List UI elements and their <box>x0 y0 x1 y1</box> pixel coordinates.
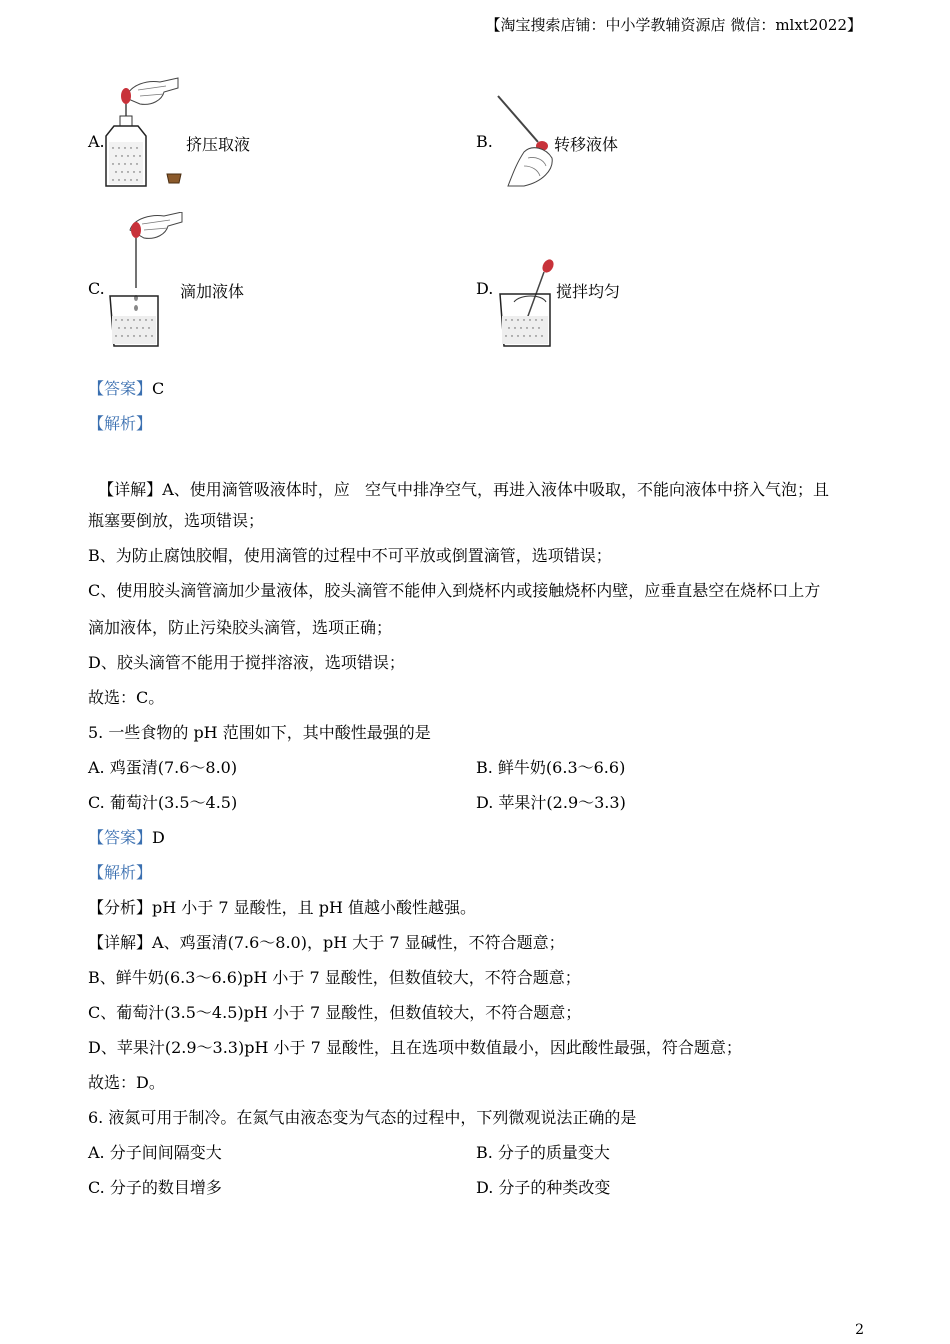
dropper-drip-figure <box>108 212 184 348</box>
option-c-letter: C. <box>88 279 105 298</box>
q5-option-d: D. 苹果汁(2.9～3.3) <box>476 793 626 812</box>
q6-option-c: C. 分子的数目增多 <box>88 1178 222 1197</box>
q5-analysis-tag: 【解析】 <box>88 863 153 882</box>
answer-tag: 【答案】 <box>88 828 153 847</box>
q5-option-b: B. 鲜牛奶(6.3～6.6) <box>476 758 626 777</box>
dropper-transfer-figure <box>494 92 558 188</box>
q5-detail-line3: C、葡萄汁(3.5～4.5)pH 小于 7 显酸性，但数值较大，不符合题意； <box>88 1003 582 1022</box>
option-b-letter: B. <box>476 132 493 151</box>
q4-analysis-tag: 【解析】 <box>88 414 153 433</box>
q4-detail-line7: 故选：C。 <box>88 688 165 707</box>
answer-tag: 【答案】 <box>88 379 153 398</box>
q5-answer <box>88 825 165 848</box>
option-c-caption: 滴加液体 <box>180 282 245 301</box>
fenxi-tag: 【分析】 <box>88 898 153 917</box>
q4-answer <box>88 376 164 399</box>
q5-option-a: A. 鸡蛋清(7.6～8.0) <box>88 758 238 777</box>
q4-detail-line5: 滴加液体，防止污染胶头滴管，选项正确； <box>88 618 393 637</box>
fenxi-text: pH 小于 7 显酸性，且 pH 值越小酸性越强。 <box>152 898 477 917</box>
q6-option-a: A. 分子间间隔变大 <box>88 1143 222 1162</box>
q4-detail-line3: B、为防止腐蚀胶帽，使用滴管的过程中不可平放或倒置滴管，选项错误； <box>88 546 612 565</box>
detail-text: A、鸡蛋清(7.6～8.0)，pH 大于 7 显碱性，不符合题意； <box>152 933 565 952</box>
q5-detail-line2: B、鲜牛奶(6.3～6.6)pH 小于 7 显酸性，但数值较大，不符合题意； <box>88 968 581 987</box>
q5-stem: 5. 一些食物的 pH 范围如下，其中酸性最强的是 <box>88 723 431 742</box>
q6-option-d: D. 分子的种类改变 <box>476 1178 611 1197</box>
detail-tag: 【详解】 <box>98 480 163 499</box>
page-number: 2 <box>855 1322 864 1338</box>
answer-value: C <box>152 379 165 398</box>
option-a-caption: 挤压取液 <box>186 135 251 154</box>
q5-fenxi <box>88 895 476 918</box>
option-a-letter: A. <box>88 132 105 151</box>
q4-detail-line2: 瓶塞要倒放，选项错误； <box>88 511 265 530</box>
q6-option-b: B. 分子的质量变大 <box>476 1143 610 1162</box>
dropper-stir-figure <box>498 258 558 350</box>
q5-detail-line5: 故选：D。 <box>88 1073 165 1092</box>
option-d-caption: 搅拌均匀 <box>556 282 621 301</box>
q6-stem: 6. 液氮可用于制冷。在氮气由液态变为气态的过程中，下列微观说法正确的是 <box>88 1108 637 1127</box>
q5-detail-line4: D、苹果汁(2.9～3.3)pH 小于 7 显酸性，且在选项中数值最小，因此酸性最强，符合题意； <box>88 1038 742 1057</box>
stopper-icon <box>166 172 182 184</box>
detail-tag: 【详解】 <box>88 933 153 952</box>
header-shop-note: 【淘宝搜索店铺：中小学教辅资源店 微信：mlxt2022】 <box>485 16 862 34</box>
option-d-letter: D. <box>476 279 494 298</box>
detail-text: A、使用滴管吸液体时，应 空气中排净空气，再进入液体中吸取，不能向液体中挤入气泡；且 <box>162 480 830 499</box>
answer-value: D <box>152 828 165 847</box>
q4-detail-line1 <box>88 458 829 500</box>
q4-detail-line4: C、使用胶头滴管滴加少量液体，胶头滴管不能伸入到烧杯内或接触烧杯内壁，应垂直悬空在烧杯口上方 <box>88 581 821 600</box>
q5-option-c: C. 葡萄汁(3.5～4.5) <box>88 793 238 812</box>
option-b-caption: 转移液体 <box>554 135 619 154</box>
q4-detail-line6: D、胶头滴管不能用于搅拌溶液，选项错误； <box>88 653 405 672</box>
q5-detail-line1 <box>88 930 565 953</box>
